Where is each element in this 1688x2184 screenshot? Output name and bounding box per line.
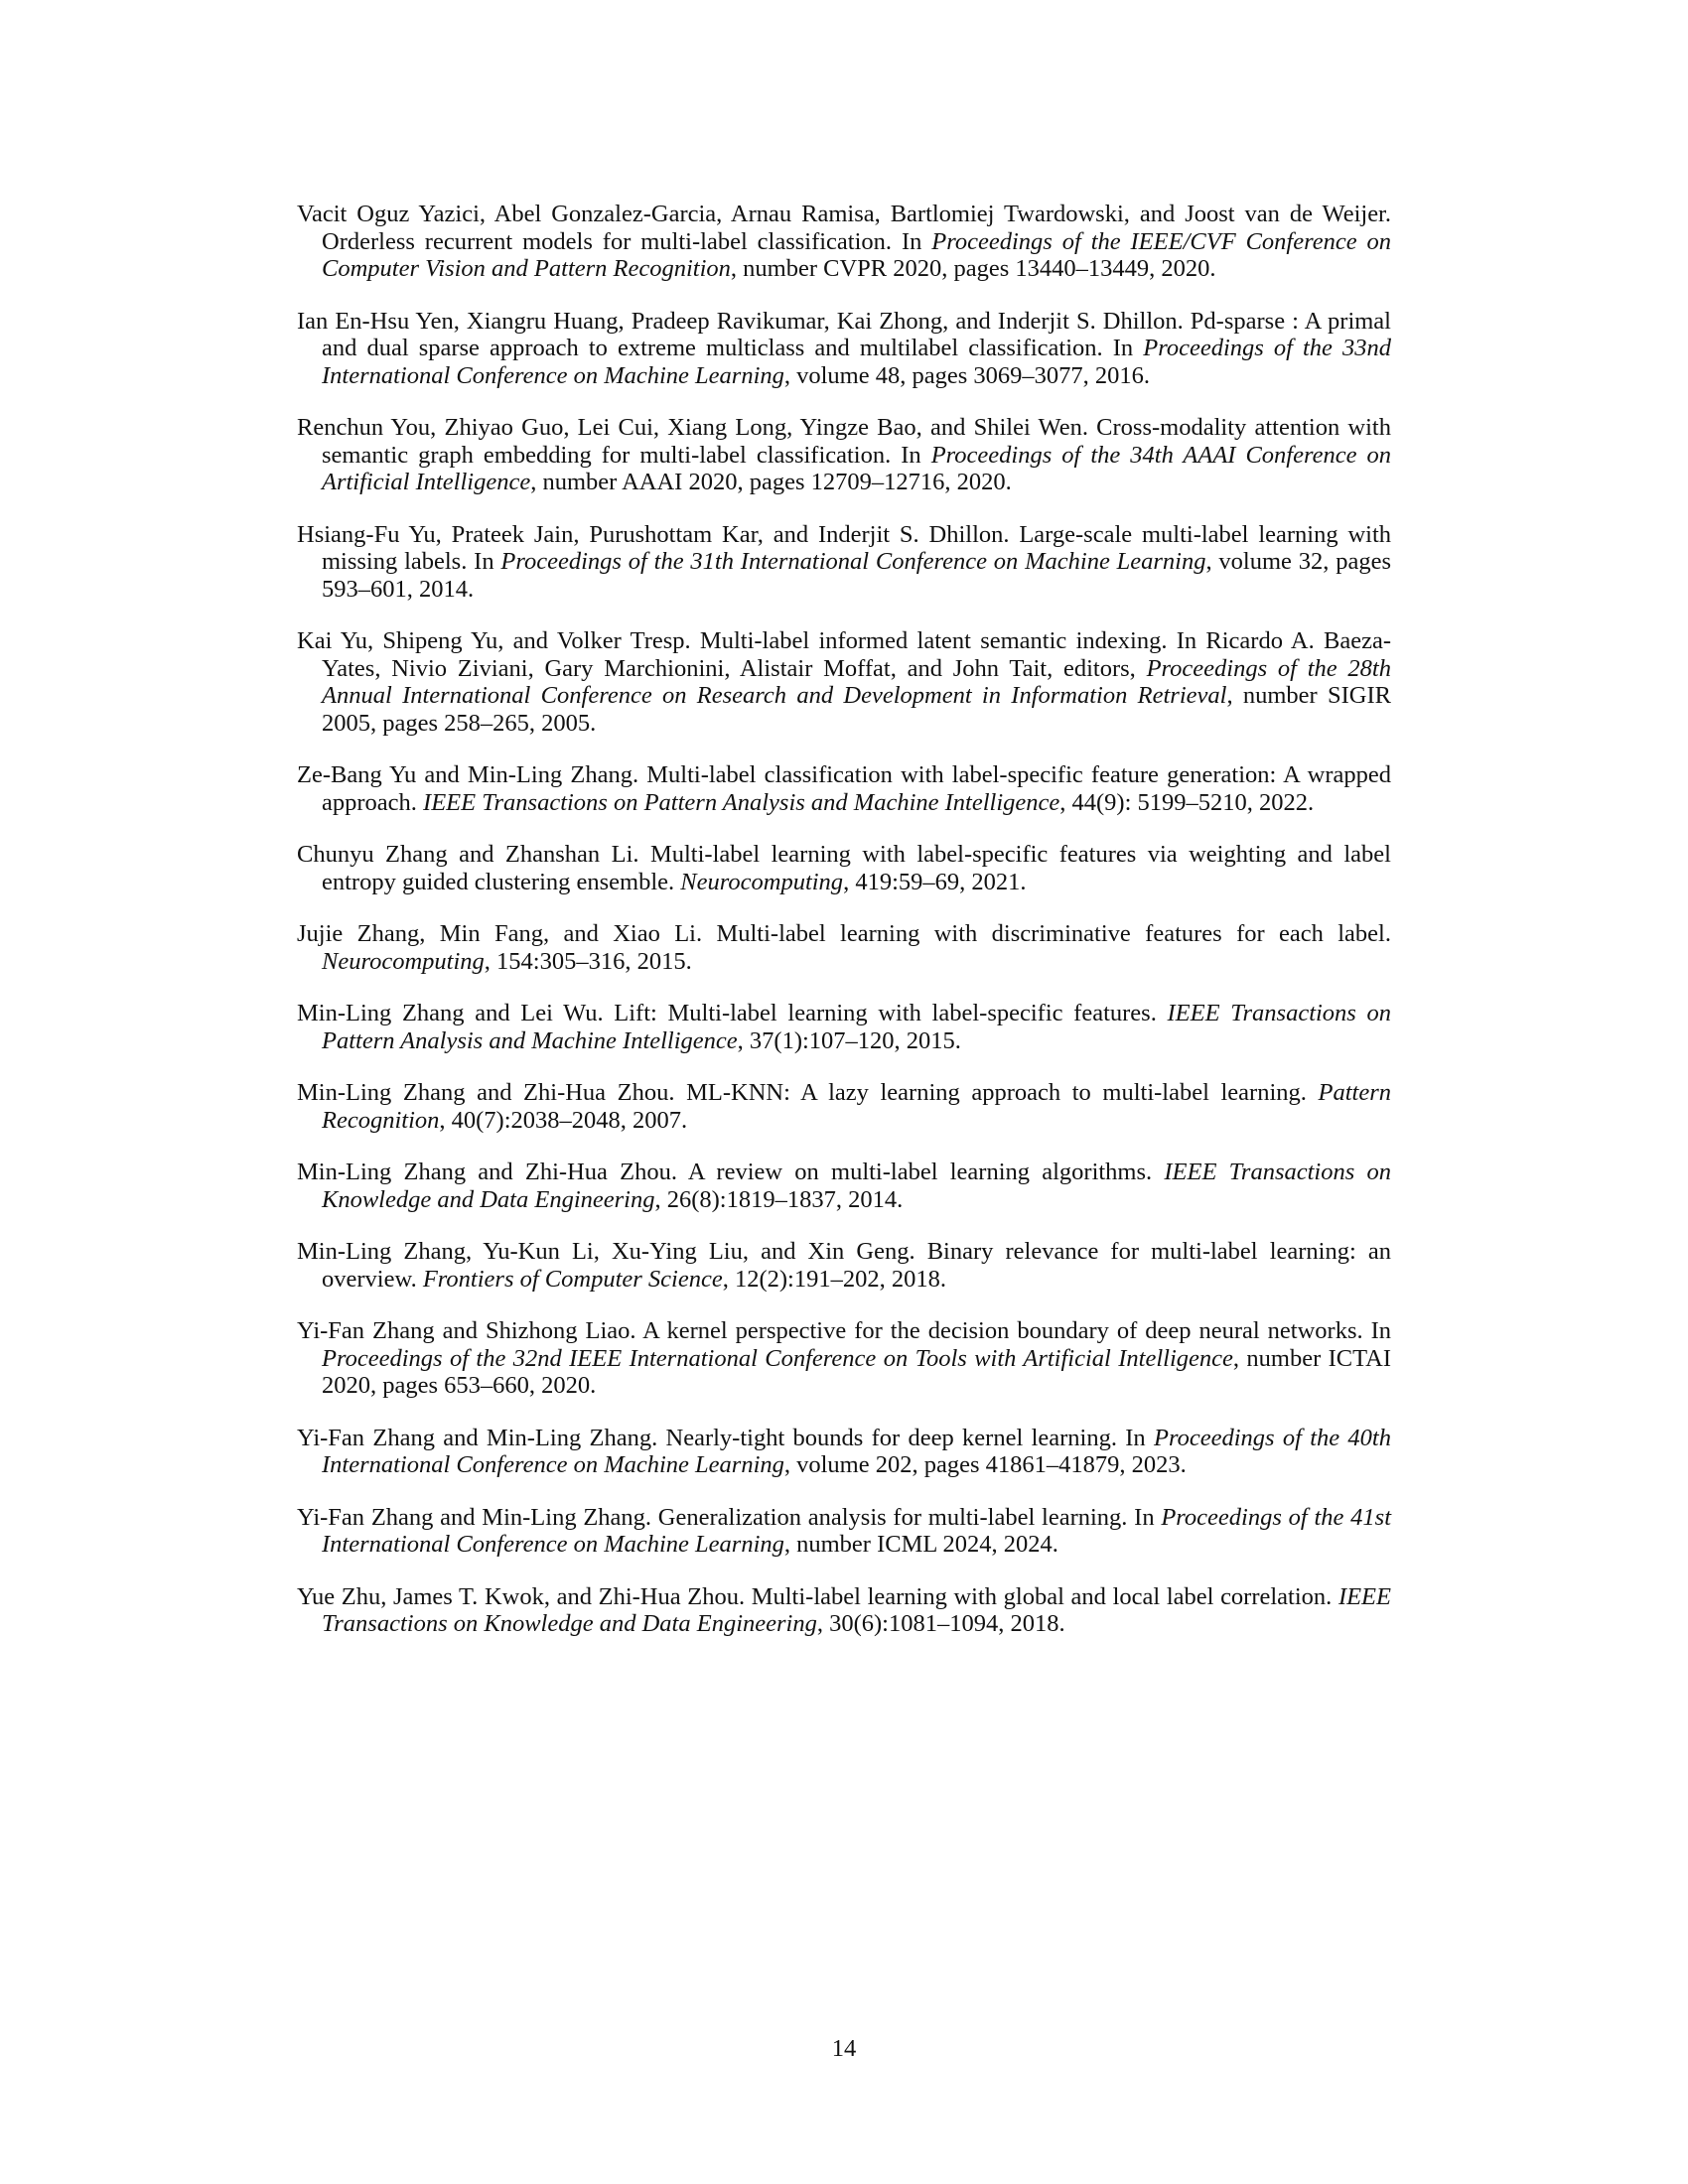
reference-entry: Jujie Zhang, Min Fang, and Xiao Li. Multi-label learning with discriminative features for each label. Neurocomputing, 154:305–316, 2015. (297, 920, 1391, 975)
reference-entry: Yue Zhu, James T. Kwok, and Zhi-Hua Zhou. Multi-label learning with global and local label correlation. IEEE Transactions on Knowledge and Data Engineering, 30(6):1081–1094, 2018. (297, 1582, 1391, 1637)
reference-entry: Yi-Fan Zhang and Min-Ling Zhang. Nearly-tight bounds for deep kernel learning. In Proceedings of the 40th International Conference on Machine Learning, volume 202, pages 41861–41879, 2023. (297, 1424, 1391, 1478)
reference-list (297, 201, 1391, 1663)
page-number: 14 (831, 2035, 857, 2062)
reference-entry: Hsiang-Fu Yu, Prateek Jain, Purushottam Kar, and Inderjit S. Dhillon. Large-scale multi-label learning with missing labels. In Proceedings of the 31th International Conference on Machine Learning, volume 32, pages 593–601, 2014. (297, 520, 1391, 603)
reference-entry: Kai Yu, Shipeng Yu, and Volker Tresp. Multi-label informed latent semantic indexing. In Ricardo A. Baeza-Yates, Nivio Ziviani, Gary Marchionini, Alistair Moffat, and John Tait, editors, Proceedings of the 28th Annual International Conference on Research and Development in Information Retrieval, number SIGIR 2005, pages 258–265, 2005. (297, 627, 1391, 737)
reference-entry: Chunyu Zhang and Zhanshan Li. Multi-label learning with label-specific features via weighting and label entropy guided clustering ensemble. Neurocomputing, 419:59–69, 2021. (297, 841, 1391, 895)
reference-entry: Ze-Bang Yu and Min-Ling Zhang. Multi-label classification with label-specific feature generation: A wrapped approach. IEEE Transactions on Pattern Analysis and Machine Intelligence, 44(9): 5199–5210, 2022. (297, 761, 1391, 816)
reference-entry: Yi-Fan Zhang and Min-Ling Zhang. Generalization analysis for multi-label learning. In Proceedings of the 41st International Conference on Machine Learning, number ICML 2024, 2024. (297, 1503, 1391, 1558)
reference-entry: Min-Ling Zhang, Yu-Kun Li, Xu-Ying Liu, and Xin Geng. Binary relevance for multi-label learning: an overview. Frontiers of Computer Science, 12(2):191–202, 2018. (297, 1238, 1391, 1293)
reference-entry: Yi-Fan Zhang and Shizhong Liao. A kernel perspective for the decision boundary of deep neural networks. In Proceedings of the 32nd IEEE International Conference on Tools with Artificial Intelligence, number ICTAI 2020, pages 653–660, 2020. (297, 1317, 1391, 1399)
reference-entry: Ian En-Hsu Yen, Xiangru Huang, Pradeep Ravikumar, Kai Zhong, and Inderjit S. Dhillon. Pd-sparse : A primal and dual sparse approach to extreme multiclass and multilabel classification. In Proceedings of the 33nd International Conference on Machine Learning, volume 48, pages 3069–3077, 2016. (297, 307, 1392, 389)
reference-entry: Min-Ling Zhang and Zhi-Hua Zhou. A review on multi-label learning algorithms. IEEE Transactions on Knowledge and Data Engineering, 26(8):1819–1837, 2014. (297, 1159, 1391, 1213)
reference-entry: Renchun You, Zhiyao Guo, Lei Cui, Xiang Long, Yingze Bao, and Shilei Wen. Cross-modality attention with semantic graph embedding for multi-label classification. In Proceedings of the 34th AAAI Conference on Artificial Intelligence, number AAAI 2020, pages 12709–12716, 2020. (297, 414, 1392, 495)
reference-entry: Min-Ling Zhang and Lei Wu. Lift: Multi-label learning with label-specific features. IEEE Transactions on Pattern Analysis and Machine Intelligence, 37(1):107–120, 2015. (297, 1000, 1392, 1054)
reference-entry: Min-Ling Zhang and Zhi-Hua Zhou. ML-KNN: A lazy learning approach to multi-label learning. Pattern Recognition, 40(7):2038–2048, 2007. (297, 1079, 1391, 1134)
reference-entry: Vacit Oguz Yazici, Abel Gonzalez-Garcia, Arnau Ramisa, Bartlomiej Twardowski, and Joost van de Weijer. Orderless recurrent models for multi-label classification. In Proceedings of the IEEE/CVF Conference on Computer Vision and Pattern Recognition, number CVPR 2020, pages 13440–13449, 2020. (297, 201, 1391, 282)
